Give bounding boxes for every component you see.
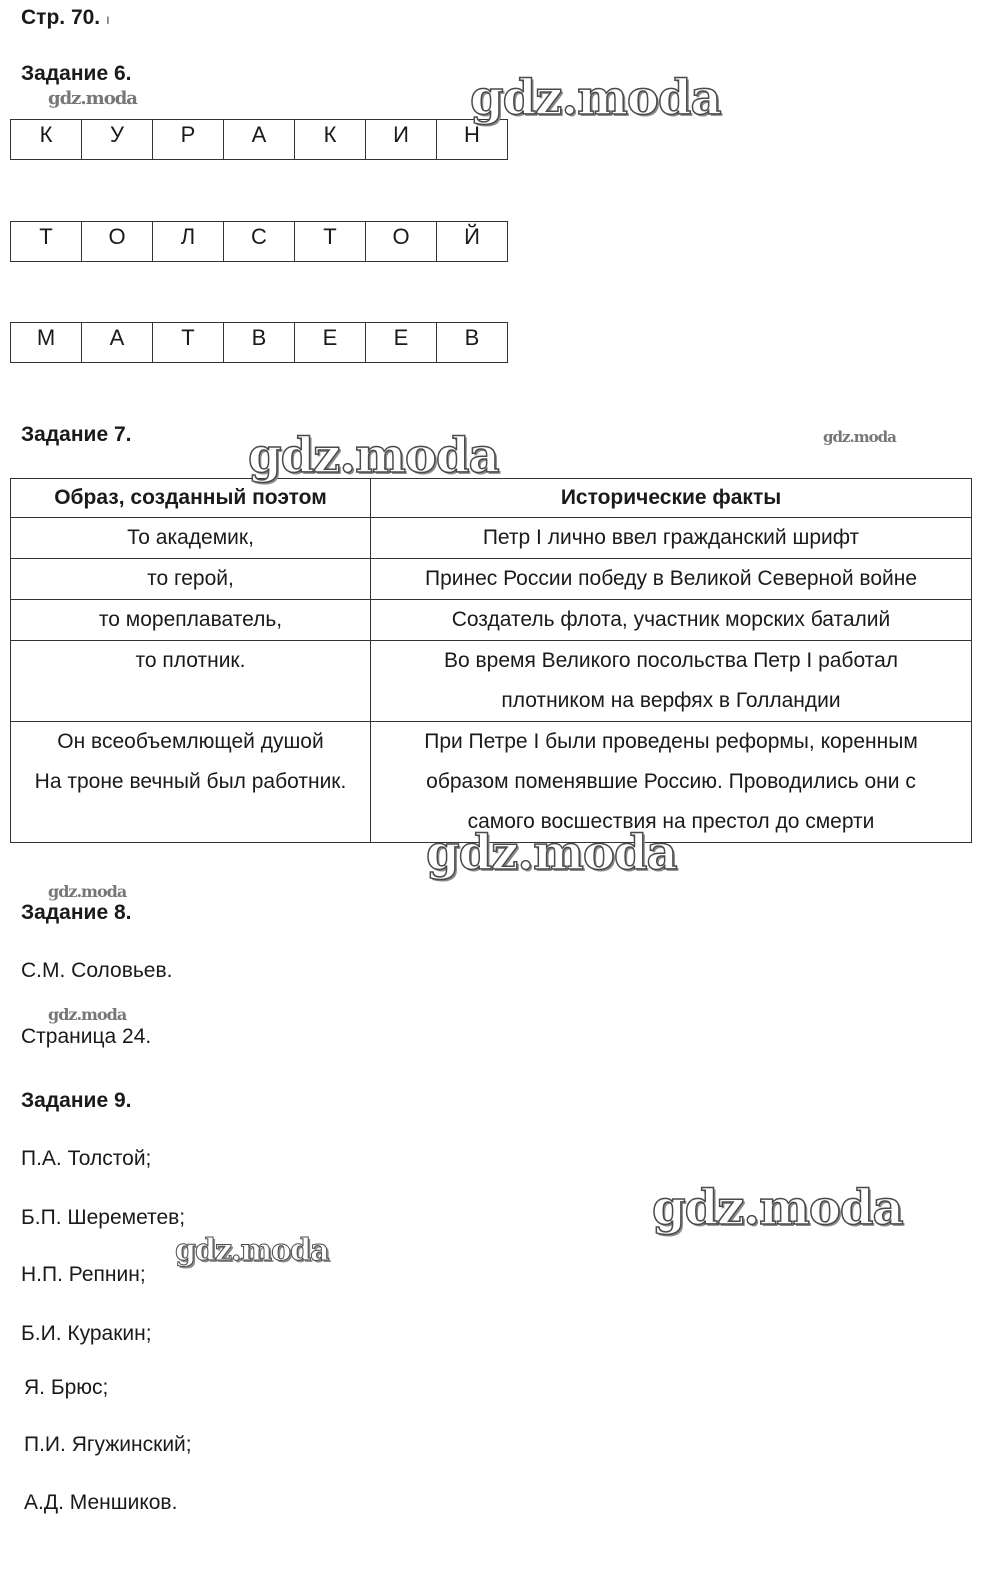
watermark: gdz.moda: [426, 825, 677, 881]
watermark: gdz.moda: [248, 428, 499, 484]
table-row: [11, 518, 972, 559]
task6-title: Задание 6.: [21, 62, 132, 85]
list-item: П.А. Толстой;: [21, 1147, 152, 1170]
letter-cell: А: [224, 120, 295, 160]
word-grid-1: [10, 119, 508, 160]
facts-table: [10, 478, 972, 843]
list-item: Б.И. Куракин;: [21, 1322, 152, 1345]
letter-cell: И: [366, 120, 437, 160]
image-cell: То академик,: [11, 518, 371, 559]
image-cell: Он всеобъемлющей душой На троне вечный был работник.: [11, 722, 371, 843]
table-row: [11, 641, 972, 722]
stray-mark: ı: [105, 11, 110, 27]
watermark: gdz.moda: [48, 882, 127, 901]
image-cell: то плотник.: [11, 641, 371, 722]
watermark: gdz.moda: [48, 88, 137, 109]
letter-cell: В: [224, 323, 295, 363]
letter-cell: К: [11, 120, 82, 160]
task8-author: С.М. Соловьев.: [21, 959, 173, 982]
letter-cell: О: [366, 222, 437, 262]
word-grid-3: [10, 322, 508, 363]
letter-cell: Т: [11, 222, 82, 262]
task7-title: Задание 7.: [21, 423, 132, 446]
image-cell: то мореплаватель,: [11, 600, 371, 641]
task8-page-ref: Страница 24.: [21, 1025, 152, 1048]
letter-cell: Т: [153, 323, 224, 363]
word-grid-2: [10, 221, 508, 262]
fact-cell: При Петре I были проведены реформы, коренным образом поменявшие Россию. Проводились они с самого восшествия на престол до смерти: [371, 722, 972, 843]
list-item: А.Д. Меншиков.: [24, 1491, 178, 1514]
page-number: Стр. 70.: [21, 6, 101, 29]
letter-cell: Й: [437, 222, 508, 262]
task8-title: Задание 8.: [21, 901, 132, 924]
fact-cell: Создатель флота, участник морских баталий: [371, 600, 972, 641]
letter-cell: С: [224, 222, 295, 262]
letter-cell: К: [295, 120, 366, 160]
fact-cell: Принес России победу в Великой Северной войне: [371, 559, 972, 600]
task9-title: Задание 9.: [21, 1089, 132, 1112]
list-item: Б.П. Шереметев;: [21, 1206, 186, 1229]
table-row: [11, 600, 972, 641]
watermark: gdz.moda: [48, 1005, 127, 1024]
list-item: П.И. Ягужинский;: [24, 1433, 192, 1456]
letter-cell: Е: [366, 323, 437, 363]
table-header-row: [11, 479, 972, 518]
letter-cell: А: [82, 323, 153, 363]
watermark: gdz.moda: [652, 1180, 903, 1236]
letter-cell: У: [82, 120, 153, 160]
letter-cell: О: [82, 222, 153, 262]
watermark: gdz.moda: [823, 428, 896, 446]
list-item: Н.П. Репнин;: [21, 1263, 146, 1286]
letter-cell: М: [11, 323, 82, 363]
table-row: [11, 559, 972, 600]
column-header-facts: Исторические факты: [371, 479, 972, 518]
fact-cell: Во время Великого посольства Петр I работал плотником на верфях в Голландии: [371, 641, 972, 722]
letter-cell: Е: [295, 323, 366, 363]
letter-cell: Т: [295, 222, 366, 262]
letter-cell: Л: [153, 222, 224, 262]
page-header: [21, 6, 110, 31]
letter-cell: В: [437, 323, 508, 363]
image-cell: то герой,: [11, 559, 371, 600]
column-header-image: Образ, созданный поэтом: [11, 479, 371, 518]
watermark: gdz.moda: [175, 1233, 329, 1268]
list-item: Я. Брюс;: [24, 1376, 109, 1399]
watermark: gdz.moda: [470, 70, 721, 126]
fact-cell: Петр I лично ввел гражданский шрифт: [371, 518, 972, 559]
letter-cell: Н: [437, 120, 508, 160]
letter-cell: Р: [153, 120, 224, 160]
